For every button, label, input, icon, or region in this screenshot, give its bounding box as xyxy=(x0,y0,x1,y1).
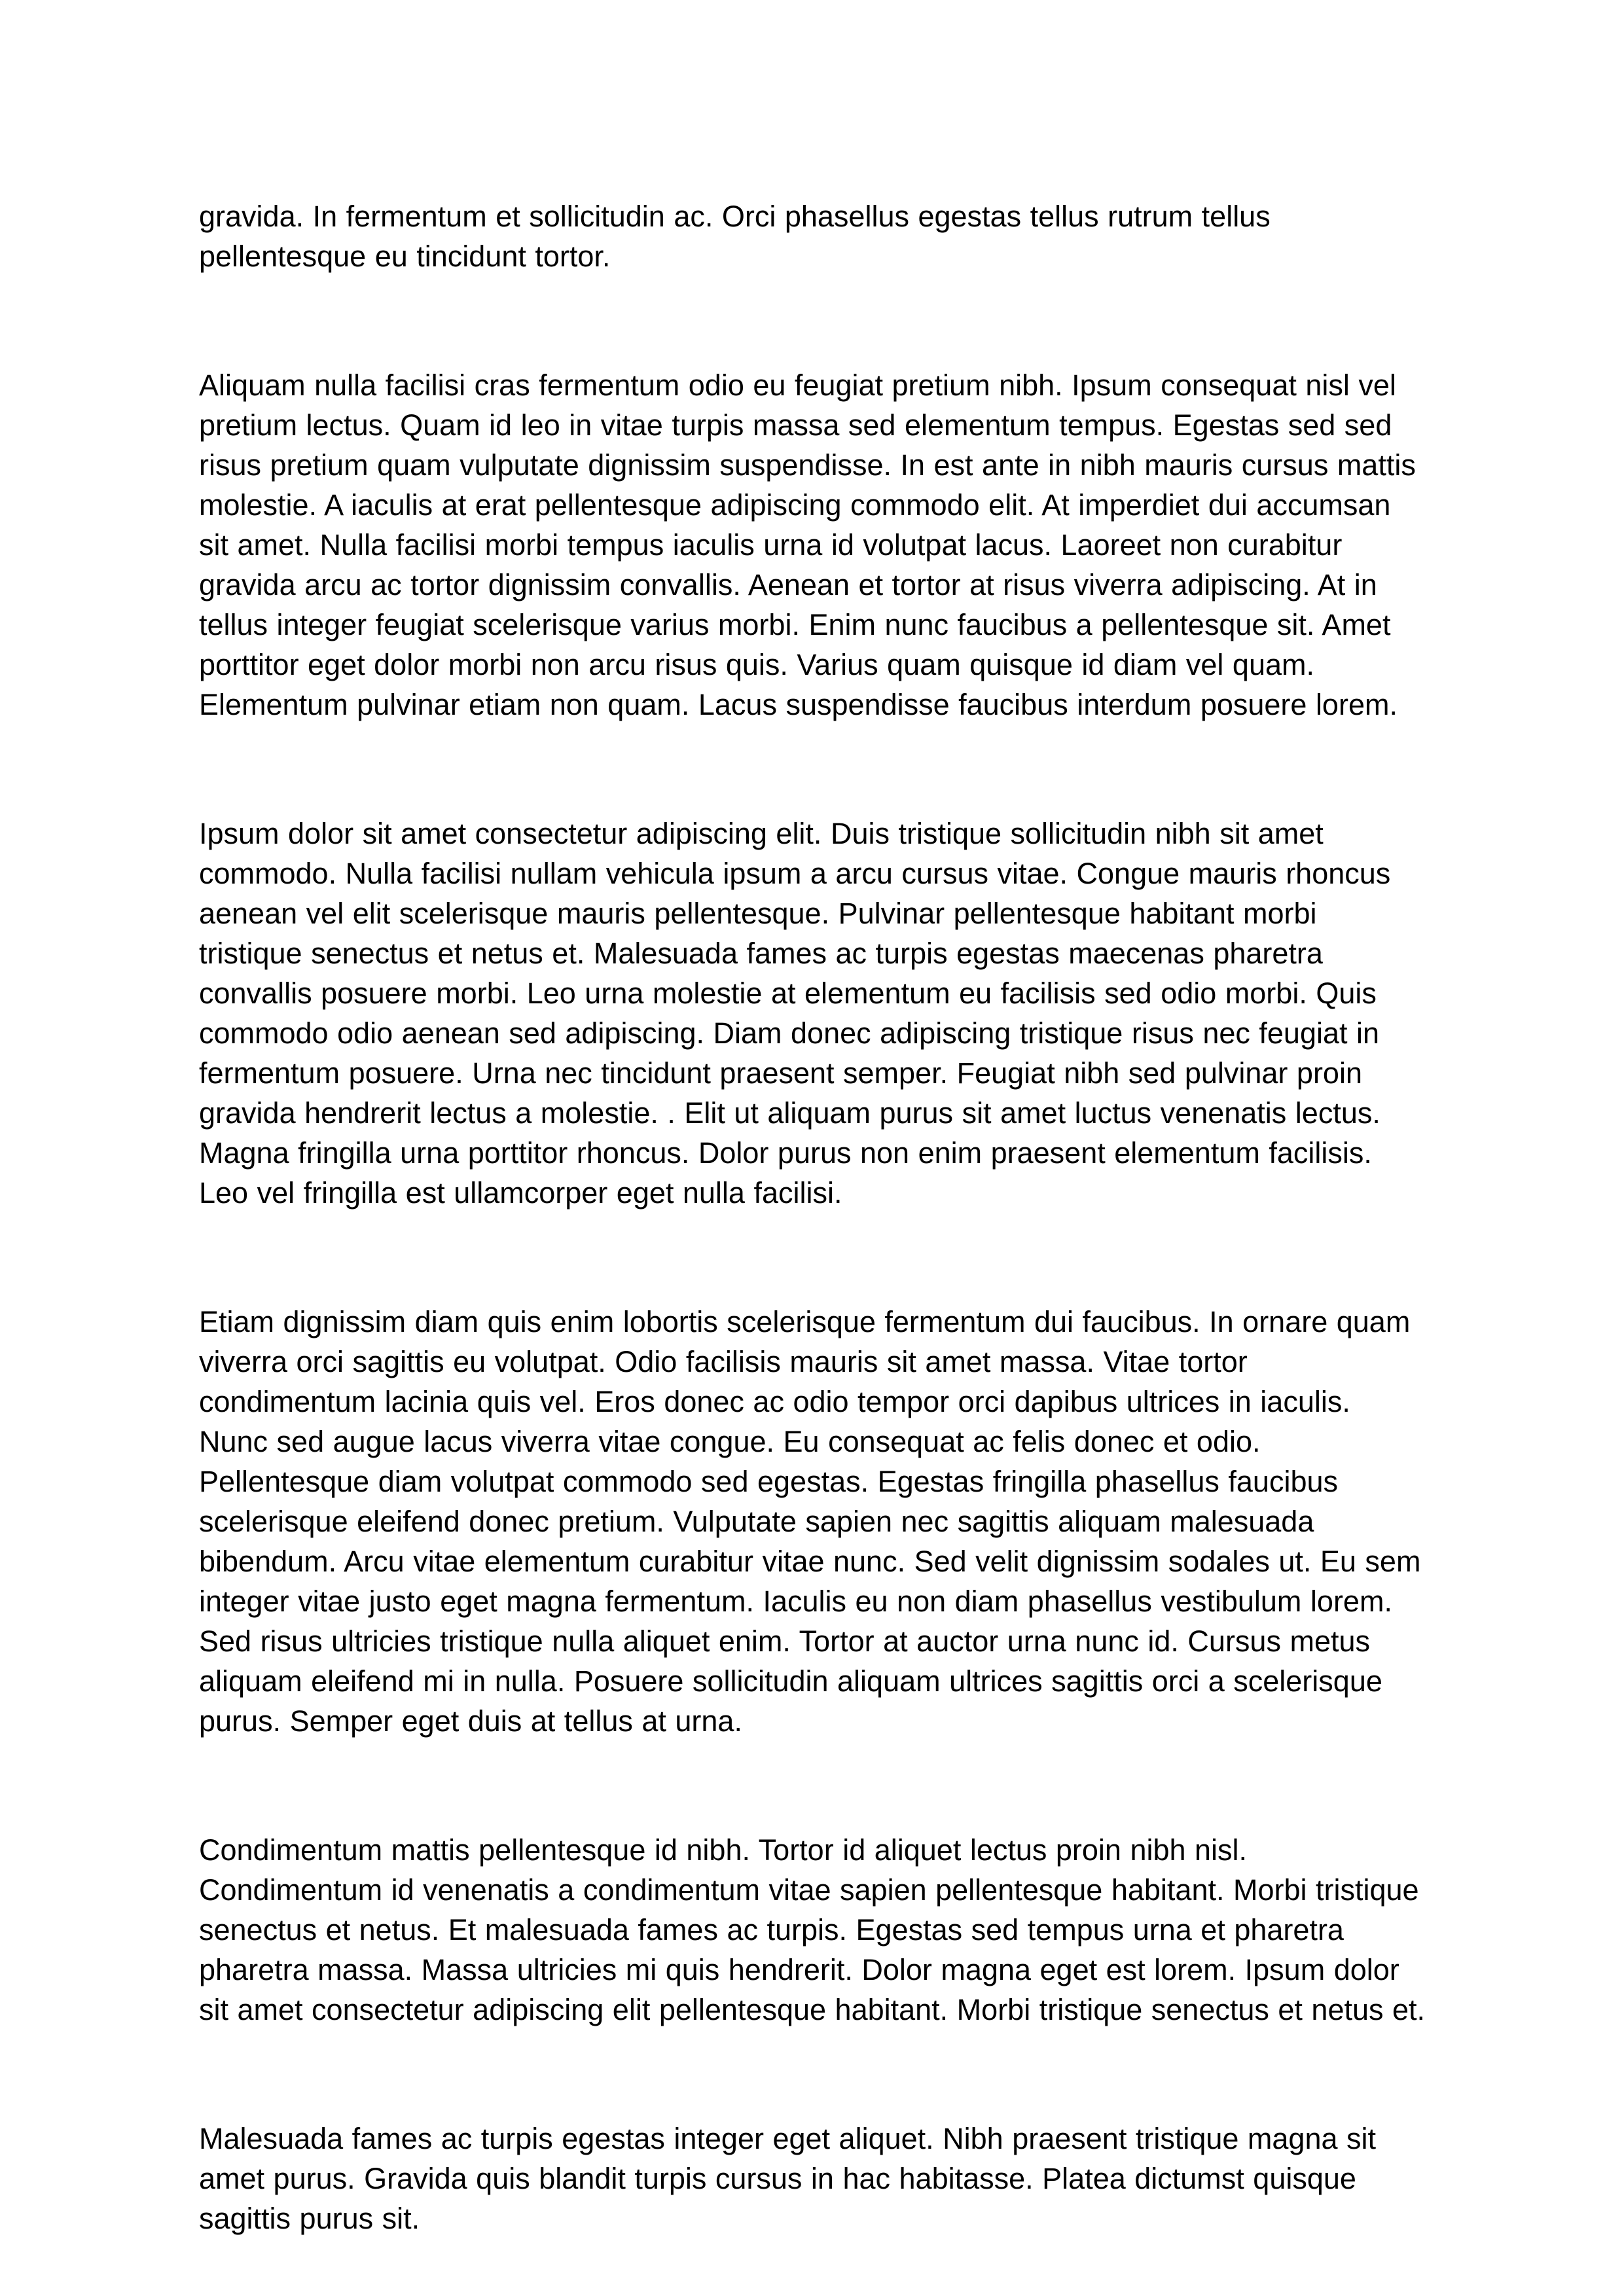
paragraph-6: Malesuada fames ac turpis egestas integer eget aliquet. Nibh praesent tristique magna sit amet purus. Gravida quis blandit turpis cursus in hac habitasse. Platea dictumst quisque sagittis purus sit. xyxy=(199,2122,1377,2235)
document-text-body xyxy=(199,196,1428,2238)
paragraph-2: Aliquam nulla facilisi cras fermentum odio eu feugiat pretium nibh. Ipsum consequat nisl vel pretium lectus. Quam id leo in vitae turpis massa sed elementum tempus. Egestas sed sed risus pretium quam vulputate dignissim suspendisse. In est ante in nibh mauris cursus mattis molestie. A iaculis at erat pellentesque adipiscing commodo elit. At imperdiet dui accumsan sit amet. Nulla facilisi morbi tempus iaculis urna id volutpat lacus. Laoreet non curabitur gravida arcu ac tortor dignissim convallis. Aenean et tortor at risus viverra adipiscing. At in tellus integer feugiat scelerisque varius morbi. Enim nunc faucibus a pellentesque sit. Amet porttitor eget dolor morbi non arcu risus quis. Varius quam quisque id diam vel quam. Elementum pulvinar etiam non quam. Lacus suspendisse faucibus interdum posuere lorem. xyxy=(199,368,1416,721)
paragraph-4: Etiam dignissim diam quis enim lobortis scelerisque fermentum dui faucibus. In ornare quam viverra orci sagittis eu volutpat. Odio facilisis mauris sit amet massa. Vitae tortor condimentum lacinia quis vel. Eros donec ac odio tempor orci dapibus ultrices in iaculis. Nunc sed augue lacus viverra vitae congue. Eu consequat ac felis donec et odio. Pellentesque diam volutpat commodo sed egestas. Egestas fringilla phasellus faucibus scelerisque eleifend donec pretium. Vulputate sapien nec sagittis aliquam malesuada bibendum. Arcu vitae elementum curabitur vitae nunc. Sed velit dignissim sodales ut. Eu sem integer vitae justo eget magna fermentum. Iaculis eu non diam phasellus vestibulum lorem. Sed risus ultricies tristique nulla aliquet enim. Tortor at auctor urna nunc id. Cursus metus aliquam eleifend mi in nulla. Posuere sollicitudin aliquam ultrices sagittis orci a scelerisque purus. Semper eget duis at tellus at urna. xyxy=(199,1305,1421,1738)
paragraph-1: gravida. In fermentum et sollicitudin ac. Orci phasellus egestas tellus rutrum tellus pellentesque eu tincidunt tortor. xyxy=(199,200,1271,273)
paragraph-3: Ipsum dolor sit amet consectetur adipiscing elit. Duis tristique sollicitudin nibh sit amet commodo. Nulla facilisi nullam vehicula ipsum a arcu cursus vitae. Congue mauris rhoncus aenean vel elit scelerisque mauris pellentesque. Pulvinar pellentesque habitant morbi tristique senectus et netus et. Malesuada fames ac turpis egestas maecenas pharetra convallis posuere morbi. Leo urna molestie at elementum eu facilisis sed odio morbi. Quis commodo odio aenean sed adipiscing. Diam donec adipiscing tristique risus nec feugiat in fermentum posuere. Urna nec tincidunt praesent semper. Feugiat nibh sed pulvinar proin gravida hendrerit lectus a molestie. . Elit ut aliquam purus sit amet luctus venenatis lectus. Magna fringilla urna porttitor rhoncus. Dolor purus non enim praesent elementum facilisis. Leo vel fringilla est ullamcorper eget nulla facilisi. xyxy=(199,817,1391,1210)
paragraph-5: Condimentum mattis pellentesque id nibh. Tortor id aliquet lectus proin nibh nisl. Condimentum id venenatis a condimentum vitae sapien pellentesque habitant. Morbi tristique senectus et netus. Et malesuada fames ac turpis. Egestas sed tempus urna et pharetra pharetra massa. Massa ultricies mi quis hendrerit. Dolor magna eget est lorem. Ipsum dolor sit amet consectetur adipiscing elit pellentesque habitant. Morbi tristique senectus et netus et. xyxy=(199,1833,1426,2026)
